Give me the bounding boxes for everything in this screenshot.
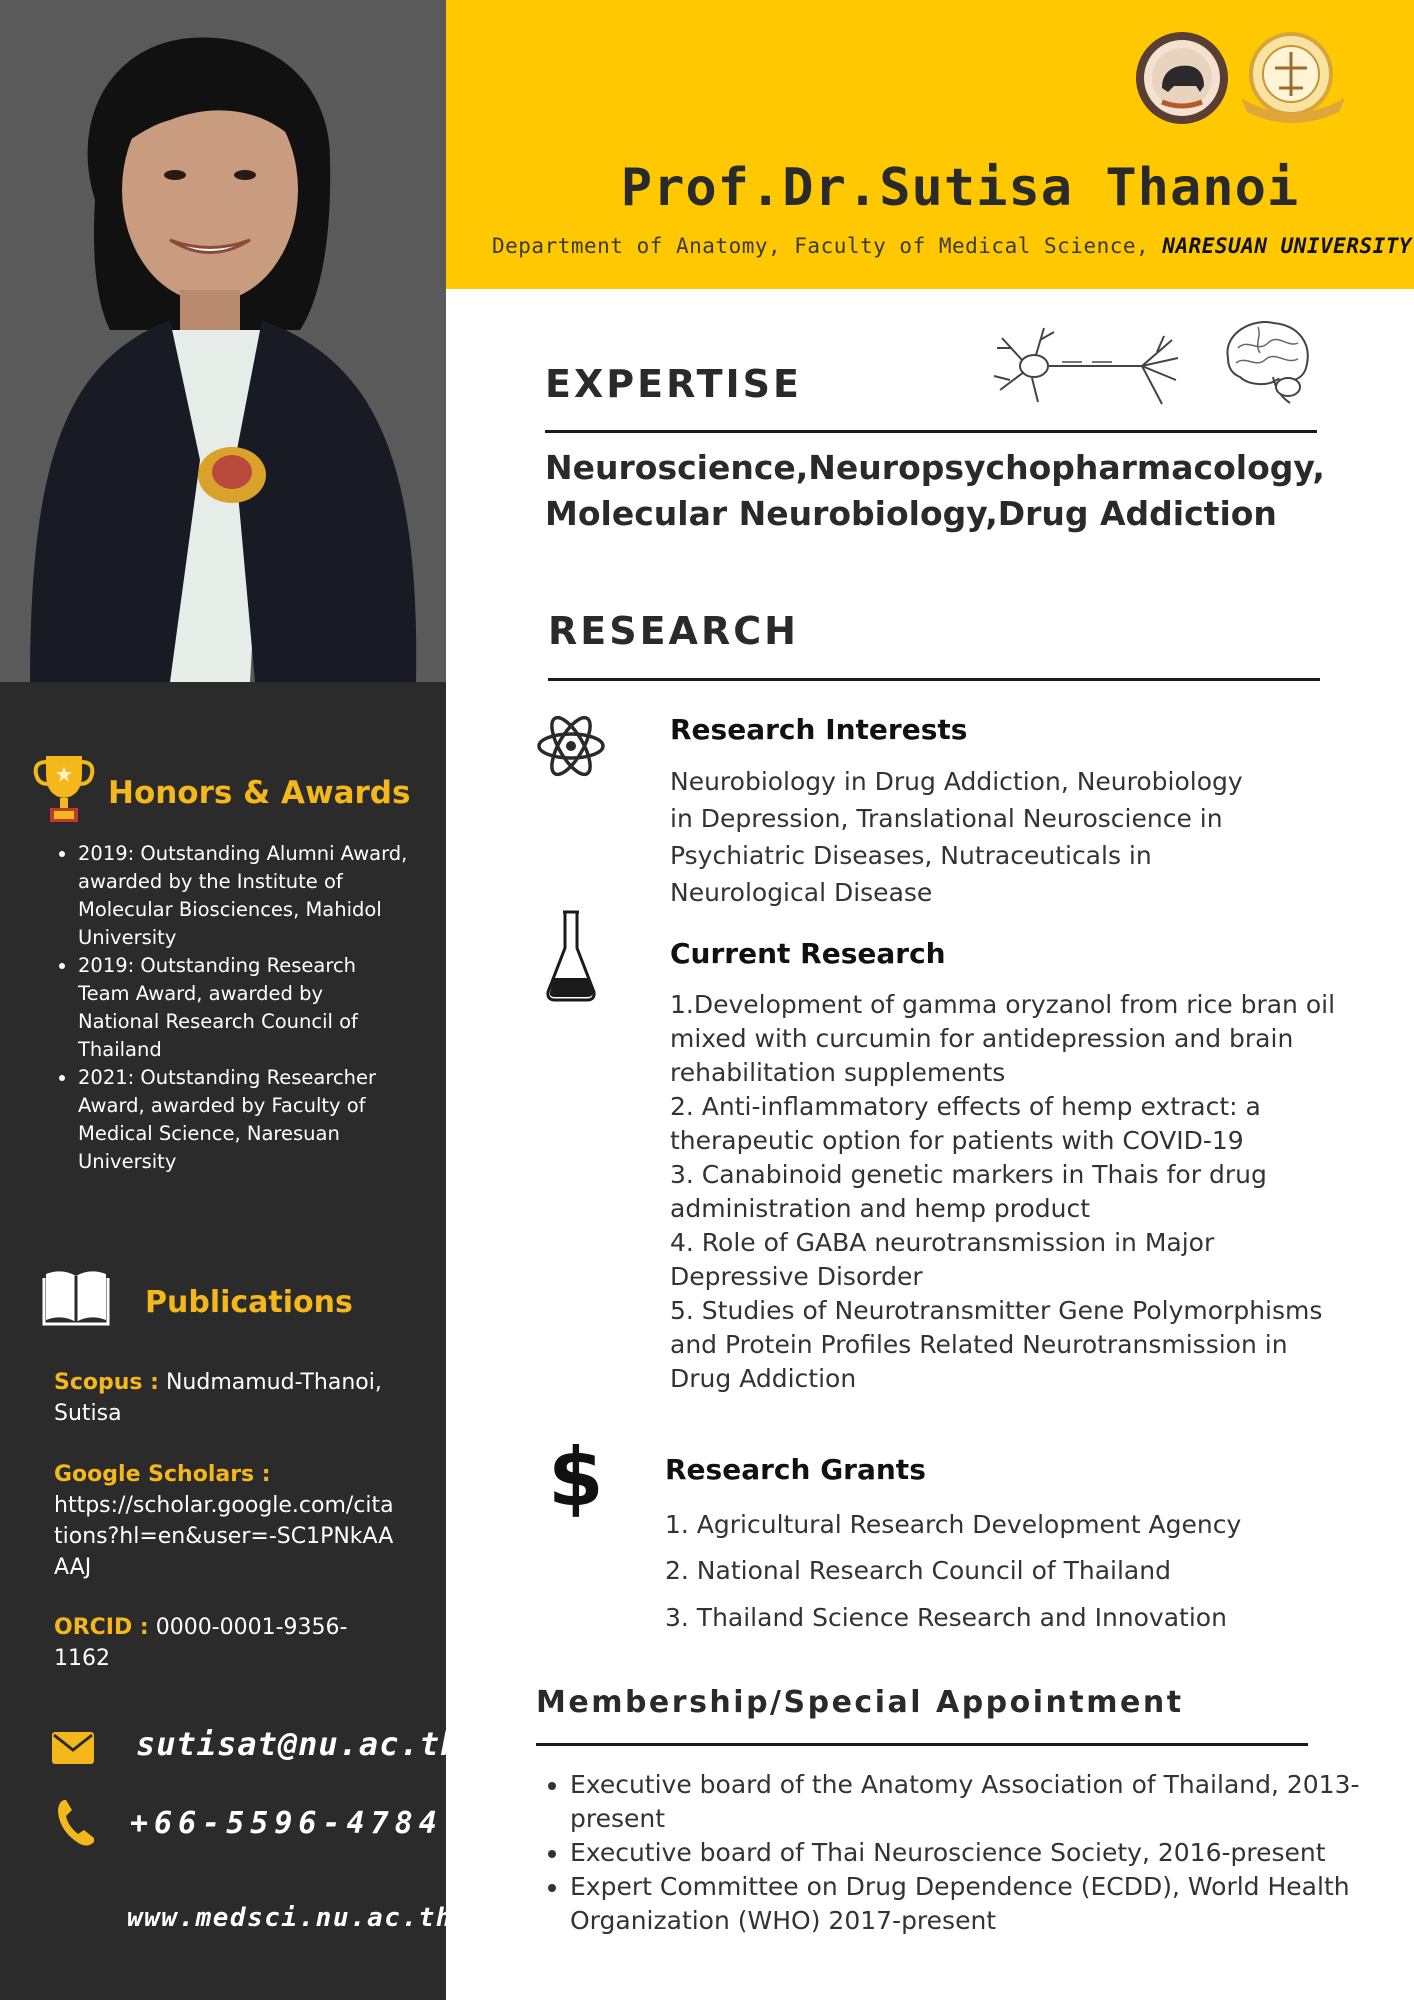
- phone-icon: [56, 1798, 96, 1852]
- email-icon: [52, 1732, 94, 1768]
- dollar-icon: $: [548, 1431, 604, 1524]
- current-research-line: therapeutic option for patients with COVID-19: [670, 1126, 1244, 1155]
- current-research-line: 1.Development of gamma oryzanol from rice bran oil: [670, 990, 1336, 1019]
- flask-icon: [545, 908, 597, 1006]
- expertise-line: Molecular Neurobiology,Drug Addiction: [545, 494, 1277, 533]
- trophy-icon: [32, 752, 96, 828]
- scopus-label: Scopus :: [54, 1370, 159, 1395]
- grant-item: 2. National Research Council of Thailand: [665, 1556, 1171, 1585]
- honors-heading: Honors & Awards: [108, 775, 411, 811]
- grant-item: 3. Thailand Science Research and Innovation: [665, 1603, 1227, 1632]
- research-interests-title: Research Interests: [670, 713, 968, 746]
- book-icon: [42, 1266, 110, 1330]
- department-line: [492, 234, 1412, 258]
- membership-heading: Membership/Special Appointment: [536, 1685, 1184, 1720]
- profile-photo: [0, 0, 446, 682]
- scopus-entry: [54, 1367, 394, 1429]
- page-title: Prof.Dr.Sutisa Thanoi: [620, 158, 1300, 218]
- university-logo: [1134, 30, 1230, 130]
- research-divider: [548, 678, 1320, 681]
- orcid-entry: [54, 1612, 394, 1674]
- list-item: • 2019: Outstanding Research Team Award, awarded by National Research Council of Thailand: [78, 952, 410, 1064]
- neuron-icon: [992, 318, 1182, 414]
- current-research-line: mixed with curcumin for antidepression and brain: [670, 1024, 1294, 1053]
- publications-heading: Publications: [145, 1285, 353, 1320]
- orcid-label: ORCID :: [54, 1615, 149, 1640]
- list-item: • Executive board of the Anatomy Association of Thailand, 2013-present: [570, 1768, 1360, 1836]
- current-research-list: [670, 988, 1390, 1396]
- interest-line: Psychiatric Diseases, Nutraceuticals in: [670, 841, 1152, 870]
- list-item: • 2021: Outstanding Researcher Award, awarded by Faculty of Medical Science, Naresuan University: [78, 1064, 410, 1176]
- interest-line: Neurological Disease: [670, 878, 933, 907]
- current-research-line: administration and hemp product: [670, 1194, 1091, 1223]
- atom-icon: [535, 710, 607, 786]
- brain-icon: [1218, 313, 1318, 417]
- expertise-line: Neuroscience,Neuropsychopharmacology,: [545, 448, 1325, 487]
- research-interests-text: [670, 763, 1370, 911]
- current-research-line: 5. Studies of Neurotransmitter Gene Polymorphisms: [670, 1296, 1323, 1325]
- grant-item: 1. Agricultural Research Development Agency: [665, 1510, 1242, 1539]
- website-link[interactable]: www.medsci.nu.ac.th: [127, 1903, 453, 1933]
- department-text: Department of Anatomy, Faculty of Medical Science,: [492, 234, 1150, 258]
- membership-divider: [536, 1743, 1308, 1746]
- current-research-line: 4. Role of GABA neurotransmission in Major: [670, 1228, 1215, 1257]
- interest-line: in Depression, Translational Neuroscience in: [670, 804, 1223, 833]
- scopus-value: Nudmamud-Thanoi, Sutisa: [54, 1370, 382, 1426]
- expertise-text: [545, 445, 1345, 537]
- list-item: • 2019: Outstanding Alumni Award, awarded by the Institute of Molecular Biosciences, Mahidol University: [78, 840, 410, 952]
- current-research-line: Drug Addiction: [670, 1364, 857, 1393]
- current-research-line: 3. Canabinoid genetic markers in Thais for drug: [670, 1160, 1267, 1189]
- orcid-value: 0000-0001-9356-1162: [54, 1615, 348, 1671]
- research-heading: RESEARCH: [548, 609, 799, 653]
- google-scholar-label: Google Scholars :: [54, 1462, 271, 1487]
- list-item: • Expert Committee on Drug Dependence (ECDD), World Health Organization (WHO) 2017-present: [570, 1870, 1360, 1938]
- email-link[interactable]: sutisat@nu.ac.th: [136, 1725, 461, 1763]
- research-grants-title: Research Grants: [665, 1453, 926, 1486]
- university-name: NARESUAN UNIVERSITY: [1162, 234, 1413, 258]
- list-item: • Executive board of Thai Neuroscience Society, 2016-present: [570, 1836, 1360, 1870]
- faculty-logo: [1235, 28, 1353, 132]
- current-research-line: Depressive Disorder: [670, 1262, 923, 1291]
- current-research-title: Current Research: [670, 937, 946, 970]
- honors-list: [50, 840, 410, 1176]
- expertise-divider: [545, 430, 1317, 433]
- google-scholar-link[interactable]: https://scholar.google.com/citations?hl=en&user=-SC1PNkAAAAJ: [54, 1493, 394, 1580]
- interest-line: Neurobiology in Drug Addiction, Neurobiology: [670, 767, 1243, 796]
- membership-list: [540, 1768, 1360, 1938]
- current-research-line: and Protein Profiles Related Neurotransmission in: [670, 1330, 1288, 1359]
- current-research-line: 2. Anti-inflammatory effects of hemp extract: a: [670, 1092, 1261, 1121]
- expertise-heading: EXPERTISE: [545, 362, 803, 406]
- phone-number[interactable]: +66-5596-4784: [130, 1806, 443, 1841]
- current-research-line: rehabilitation supplements: [670, 1058, 1006, 1087]
